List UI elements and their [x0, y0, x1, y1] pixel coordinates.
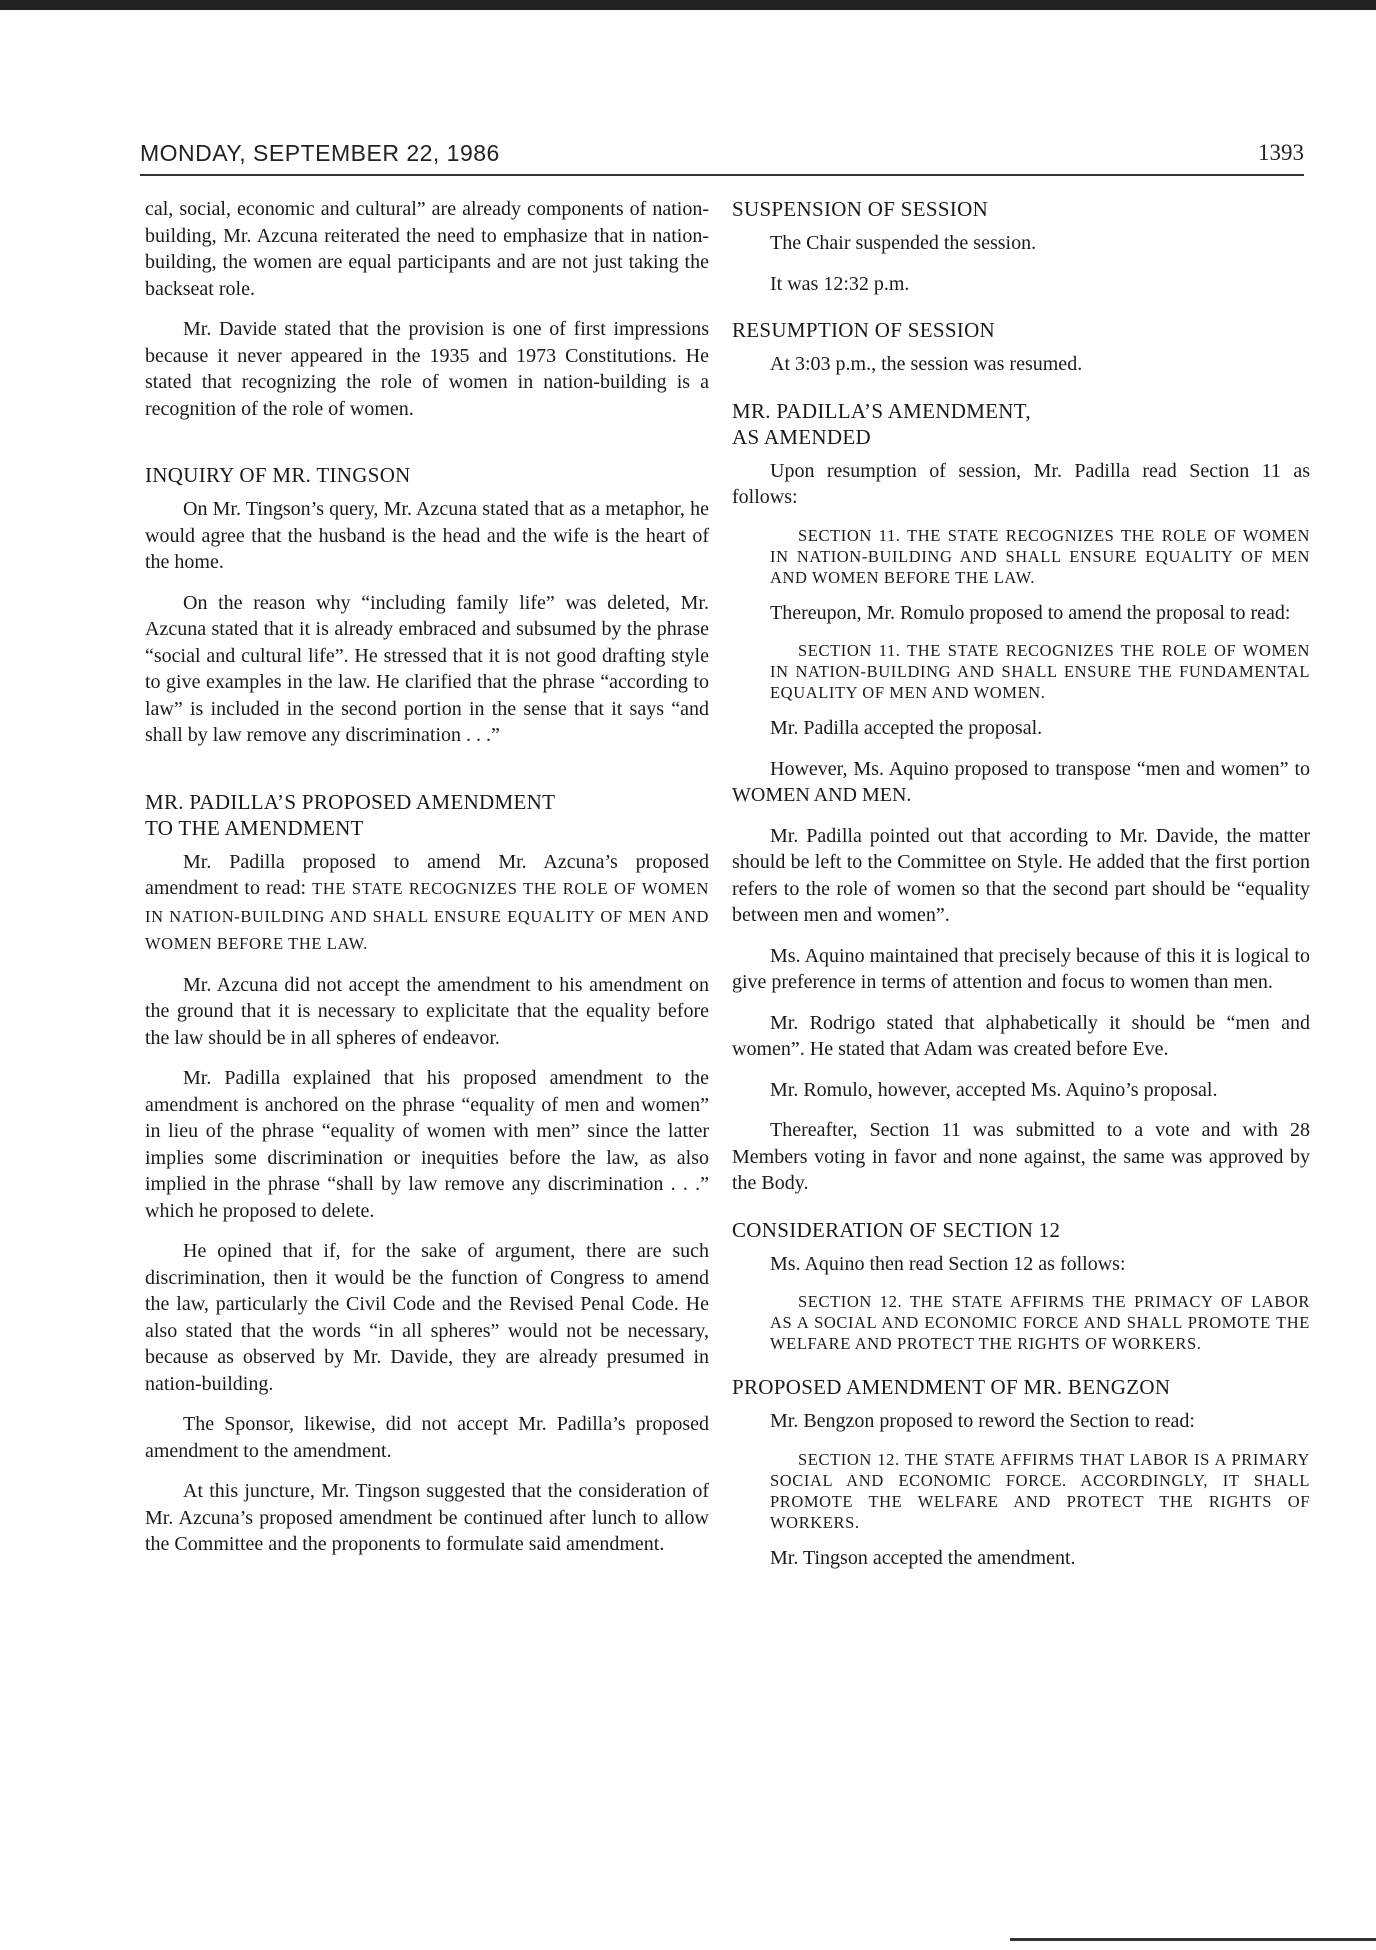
paragraph: The Sponsor, likewise, did not accept Mr. Padilla’s proposed amendment to the amendment.	[145, 1413, 709, 1462]
paragraph: Mr. Padilla explained that his proposed amendment to the amendment is anchored on the phrase “equality of men and women” in lieu of the phrase “equality of women with men” since the latter implies some discrimination or inequities before the law, as also implied in the phrase “shall by law remove any discrimination . . .” which he proposed to delete.	[145, 1067, 709, 1222]
paragraph: At this juncture, Mr. Tingson suggested that the consideration of Mr. Azcuna’s proposed amendment be continued after lunch to allow the Committee and the proponents to formulate said amendment.	[145, 1480, 709, 1555]
section-heading: MR. PADILLA’S PROPOSED AMENDMENT	[145, 789, 556, 814]
section-heading: INQUIRY OF MR. TINGSON	[145, 463, 411, 487]
section-quote: SECTION 11. THE STATE RECOGNIZES THE ROLE OF WOMEN IN NATION-BUILDING AND SHALL ENSURE EQUALITY OF MEN AND WOMEN BEFORE THE LAW.	[770, 525, 1310, 587]
section-quote: SECTION 12. THE STATE AFFIRMS THE PRIMACY OF LABOR AS A SOCIAL AND ECONOMIC FORCE AND SHALL PROMOTE THE WELFARE AND PROTECT THE RIGHTS OF WORKERS.	[770, 1292, 1310, 1353]
section-quote: SECTION 12. THE STATE AFFIRMS THAT LABOR IS A PRIMARY SOCIAL AND ECONOMIC FORCE. ACCORDINGLY, IT SHALL PROMOTE THE WELFARE AND PROTECT THE RIGHTS OF WORKERS.	[770, 1449, 1310, 1532]
paragraph: The Chair suspended the session.	[770, 232, 1037, 254]
paragraph: Ms. Aquino maintained that precisely because of this it is logical to give preference in terms of attention and focus to women than men.	[732, 944, 1310, 993]
page-number: 1393	[1258, 140, 1304, 165]
section-heading: MR. PADILLA’S AMENDMENT,	[732, 398, 1031, 423]
paragraph: It was 12:32 p.m.	[770, 272, 910, 295]
section-heading: PROPOSED AMENDMENT OF MR. BENGZON	[732, 1375, 1171, 1399]
paragraph: Mr. Davide stated that the provision is one of first impressions because it never appeared in the 1935 and 1973 Constitutions. He stated that recognizing the role of women in nation-building is a recognition of the role of women.	[145, 318, 709, 420]
page-header	[140, 140, 1304, 176]
section-heading: CONSIDERATION OF SECTION 12	[732, 1217, 1061, 1242]
paragraph: Thereafter, Section 11 was submitted to a vote and with 28 Members voting in favor and none against, the same was approved by the Body.	[732, 1119, 1310, 1194]
section-heading: RESUMPTION OF SESSION	[732, 318, 996, 342]
paragraph: On Mr. Tingson’s query, Mr. Azcuna stated that as a metaphor, he would agree that the husband is the head and the wife is the heart of the home.	[145, 498, 709, 573]
paragraph: Mr. Romulo, however, accepted Ms. Aquino’s proposal.	[770, 1078, 1218, 1101]
section-quote: SECTION 11. THE STATE RECOGNIZES THE ROLE OF WOMEN IN NATION-BUILDING AND SHALL ENSURE THE FUNDAMENTAL EQUALITY OF MEN AND WOMEN.	[770, 641, 1310, 702]
paragraph: cal, social, economic and cultural” are already components of nation-building, Mr. Azcuna reiterated the need to emphasize that in nation-building, the women are equal participants and are not just taking the backseat role.	[145, 198, 709, 300]
header-date: MONDAY, SEPTEMBER 22, 1986	[140, 140, 500, 166]
paragraph: At 3:03 p.m., the session was resumed.	[770, 353, 1083, 375]
paragraph: Upon resumption of session, Mr. Padilla read Section 11 as follows:	[732, 459, 1310, 508]
paragraph: Mr. Rodrigo stated that alphabetically it should be “men and women”. He stated that Adam was created before Eve.	[732, 1011, 1310, 1060]
paragraph-text: Mr. Padilla proposed to amend Mr. Azcuna’s proposed amendment to read:	[145, 850, 709, 899]
paragraph: He opined that if, for the sake of argument, there are such discrimination, then it would be the function of Congress to amend the law, particularly the Civil Code and the Revised Penal Code. He also stated that the words “in all spheres” would not be necessary, because as observed by Mr. Davide, they are already presumed in nation-building.	[145, 1240, 709, 1395]
paragraph: Mr. Tingson accepted the amendment.	[770, 1546, 1076, 1569]
right-column	[732, 196, 1310, 1585]
paragraph: However, Ms. Aquino proposed to transpose “men and women” to WOMEN AND MEN.	[732, 757, 1310, 806]
section-heading: TO THE AMENDMENT	[145, 815, 364, 840]
paragraph: Mr. Padilla accepted the proposal.	[770, 717, 1043, 739]
section-heading: SUSPENSION OF SESSION	[732, 197, 989, 221]
paragraph: Mr. Bengzon proposed to reword the Section to read:	[770, 1410, 1195, 1432]
paragraph: Thereupon, Mr. Romulo proposed to amend the proposal to read:	[770, 601, 1291, 624]
section-heading: AS AMENDED	[732, 424, 871, 449]
paragraph: Mr. Padilla pointed out that according to Mr. Davide, the matter should be left to the Committee on Style. He added that the first portion refers to the role of women so that the second part should be “equality between men and women”.	[732, 824, 1310, 926]
paragraph: Mr. Azcuna did not accept the amendment to his amendment on the ground that it is necessary to explicitate that the equality before the law should be in all spheres of endeavor.	[145, 973, 709, 1049]
paragraph: On the reason why “including family life” was deleted, Mr. Azcuna stated that it is already embraced and subsumed by the phrase “social and cultural life”. He stressed that it is not good drafting style to give examples in the law. He clarified that the phrase “according to law” is included in the second portion in the sense that it says “and shall by law remove any discrimination . . .”	[145, 591, 709, 746]
scan-bottom-border	[1010, 1938, 1376, 1941]
left-column	[145, 196, 709, 1572]
amendment-text: THE STATE RECOGNIZES THE ROLE OF WOMEN IN NATION-BUILDING AND SHALL ENSURE EQUALITY OF MEN AND WOMEN BEFORE THE LAW.	[145, 879, 710, 953]
scan-top-border	[0, 0, 1376, 10]
paragraph: Ms. Aquino then read Section 12 as follows:	[770, 1252, 1126, 1275]
paragraph	[145, 849, 709, 958]
